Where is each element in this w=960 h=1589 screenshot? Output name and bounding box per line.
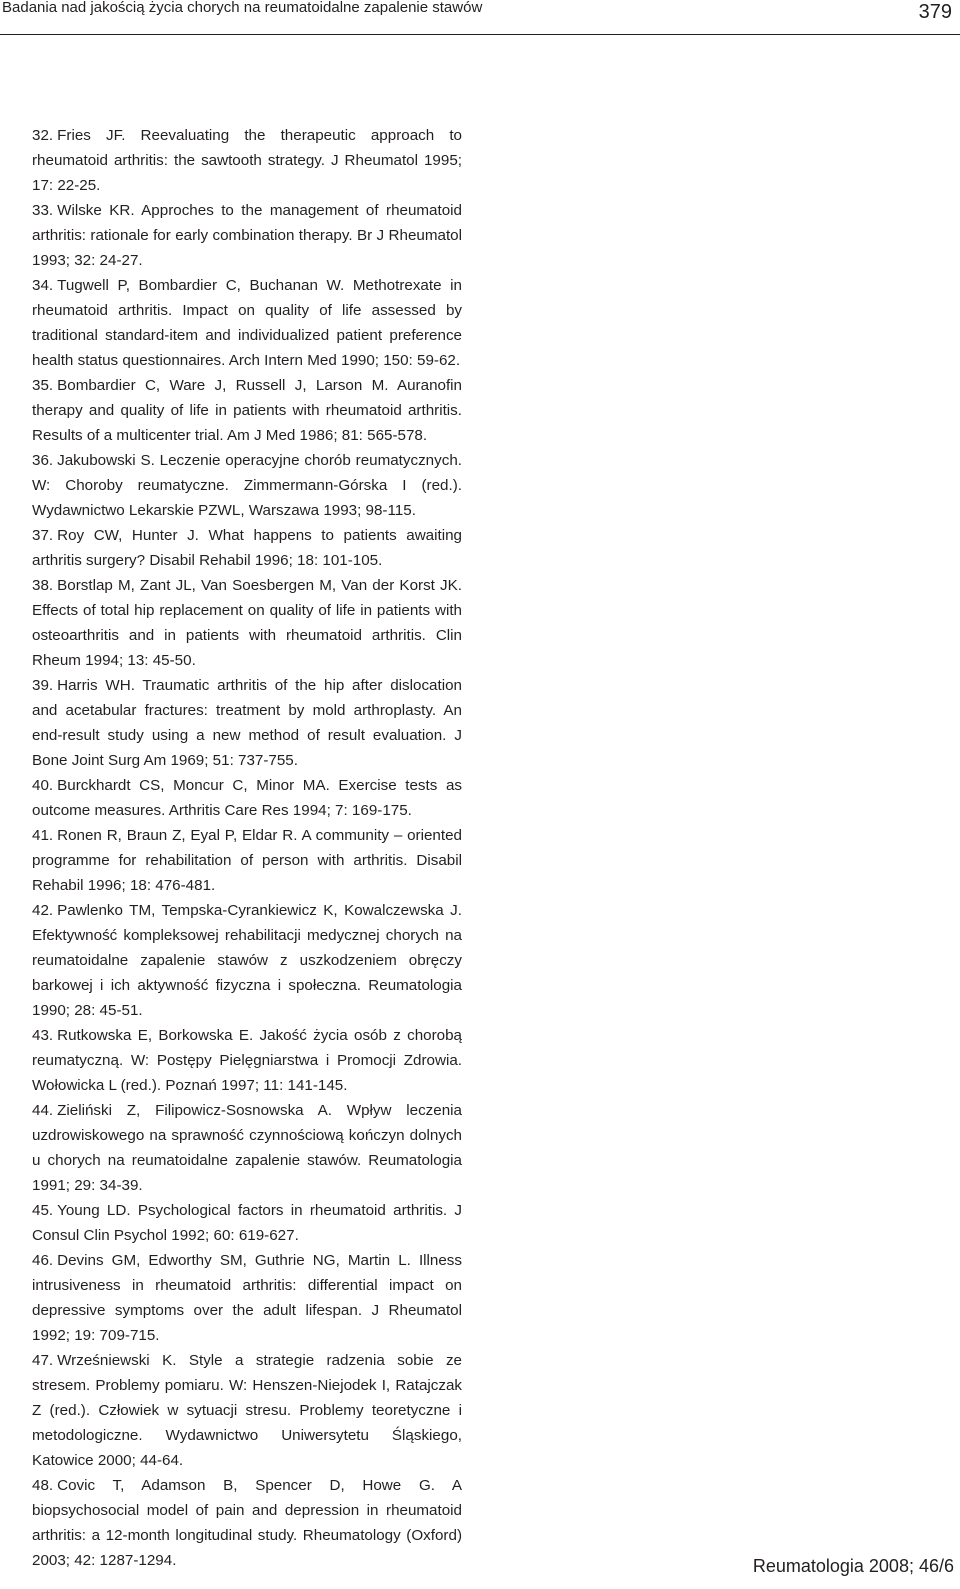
page-number: 379 <box>918 1 952 23</box>
reference-34 <box>32 273 462 373</box>
reference-text: Roy CW, Hunter J. What happens to patients awaiting arthritis surgery? Disabil Rehabil 1996; 18: 101-105. <box>32 527 462 569</box>
reference-32 <box>32 123 462 198</box>
reference-33 <box>32 198 462 273</box>
reference-42 <box>32 898 462 1023</box>
reference-47 <box>32 1348 462 1473</box>
reference-35 <box>32 373 462 448</box>
reference-text: Covic T, Adamson B, Spencer D, Howe G. A biopsychosocial model of pain and depression in rheumatoid arthritis: a 12-month longitudinal study. Rheumatology (Oxford) 2003; 42: 1287-1294. <box>32 1477 462 1569</box>
reference-46 <box>32 1248 462 1348</box>
reference-number: 48. <box>32 1477 54 1494</box>
reference-40 <box>32 773 462 823</box>
reference-41 <box>32 823 462 898</box>
reference-text: Wilske KR. Approches to the management of rheumatoid arthritis: rationale for early combination therapy. Br J Rheumatol 1993; 32: 24-27. <box>32 202 462 269</box>
reference-text: Devins GM, Edworthy SM, Guthrie NG, Martin L. Illness intrusiveness in rheumatoid arthritis: differential impact on depressive symptoms over the adult lifespan. J Rheumatol 1992; 19: 709-715. <box>32 1252 462 1344</box>
reference-text: Jakubowski S. Leczenie operacyjne chorób reumatycznych. W: Choroby reumatyczne. Zimmermann-Górska I (red.). Wydawnictwo Lekarskie PZWL, Warszawa 1993; 98-115. <box>32 452 462 519</box>
reference-text: Harris WH. Traumatic arthritis of the hip after dislocation and acetabular fractures: treatment by mold arthroplasty. An end-result study using a new method of result evaluation. J Bone Joint Surg Am 1969; 51: 737-755. <box>32 677 462 769</box>
reference-text: Ronen R, Braun Z, Eyal P, Eldar R. A community – oriented programme for rehabilitation of person with arthritis. Disabil Rehabil 1996; 18: 476-481. <box>32 827 462 894</box>
reference-39 <box>32 673 462 773</box>
reference-text: Tugwell P, Bombardier C, Buchanan W. Methotrexate in rheumatoid arthritis. Impact on quality of life assessed by traditional standard-item and individualized patient preference health status questionnaires. Arch Intern Med 1990; 150: 59-62. <box>32 277 462 369</box>
journal-footer: Reumatologia 2008; 46/6 <box>752 1556 954 1576</box>
reference-text: Bombardier C, Ware J, Russell J, Larson M. Auranofin therapy and quality of life in patients with rheumatoid arthritis. Results of a multicenter trial. Am J Med 1986; 81: 565-578. <box>32 377 462 444</box>
reference-number: 34. <box>32 277 54 294</box>
reference-text: Wrześniewski K. Style a strategie radzenia sobie ze stresem. Problemy pomiaru. W: Henszen-Niejodek I, Ratajczak Z (red.). Człowiek w sytuacji stresu. Problemy teoretyczne i metodologiczne. Wydawnictwo Uniwersytetu Śląskiego, Katowice 2000; 44-64. <box>32 1352 462 1469</box>
reference-number: 46. <box>32 1252 54 1269</box>
reference-text: Young LD. Psychological factors in rheumatoid arthritis. J Consul Clin Psychol 1992; 60: 619-627. <box>32 1202 462 1244</box>
reference-45 <box>32 1198 462 1248</box>
reference-number: 45. <box>32 1202 54 1219</box>
reference-number: 44. <box>32 1102 54 1119</box>
running-title: Badania nad jakością życia chorych na reumatoidalne zapalenie stawów <box>2 0 483 16</box>
reference-38 <box>32 573 462 673</box>
reference-number: 39. <box>32 677 54 694</box>
reference-number: 35. <box>32 377 54 394</box>
reference-number: 43. <box>32 1027 54 1044</box>
reference-number: 37. <box>32 527 54 544</box>
reference-list <box>32 123 462 1573</box>
reference-number: 36. <box>32 452 54 469</box>
reference-text: Burckhardt CS, Moncur C, Minor MA. Exercise tests as outcome measures. Arthritis Care Res 1994; 7: 169-175. <box>32 777 462 819</box>
reference-37 <box>32 523 462 573</box>
reference-text: Borstlap M, Zant JL, Van Soesbergen M, Van der Korst JK. Effects of total hip replacement on quality of life in patients with osteoarthritis and in patients with rheumatoid arthritis. Clin Rheum 1994; 13: 45-50. <box>32 577 462 669</box>
reference-text: Rutkowska E, Borkowska E. Jakość życia osób z chorobą reumatyczną. W: Postępy Pielęgniarstwa i Promocji Zdrowia. Wołowicka L (red.). Poznań 1997; 11: 141-145. <box>32 1027 462 1094</box>
reference-number: 40. <box>32 777 54 794</box>
page-header <box>0 0 960 35</box>
reference-number: 41. <box>32 827 54 844</box>
reference-number: 33. <box>32 202 54 219</box>
reference-number: 32. <box>32 127 54 144</box>
reference-48 <box>32 1473 462 1573</box>
reference-text: Pawlenko TM, Tempska-Cyrankiewicz K, Kowalczewska J. Efektywność kompleksowej rehabilitacji medycznej chorych na reumatoidalne zapalenie stawów z uszkodzeniem obręczy barkowej i ich aktywność fizyczna i społeczna. Reumatologia 1990; 28: 45-51. <box>32 902 462 1019</box>
reference-44 <box>32 1098 462 1198</box>
reference-text: Fries JF. Reevaluating the therapeutic approach to rheumatoid arthritis: the sawtooth strategy. J Rheumatol 1995; 17: 22-25. <box>32 127 462 194</box>
reference-number: 47. <box>32 1352 54 1369</box>
reference-36 <box>32 448 462 523</box>
reference-number: 42. <box>32 902 54 919</box>
reference-text: Zieliński Z, Filipowicz-Sosnowska A. Wpływ leczenia uzdrowiskowego na sprawność czynnościową kończyn dolnych u chorych na reumatoidalne zapalenie stawów. Reumatologia 1991; 29: 34-39. <box>32 1102 462 1194</box>
reference-number: 38. <box>32 577 54 594</box>
reference-43 <box>32 1023 462 1098</box>
